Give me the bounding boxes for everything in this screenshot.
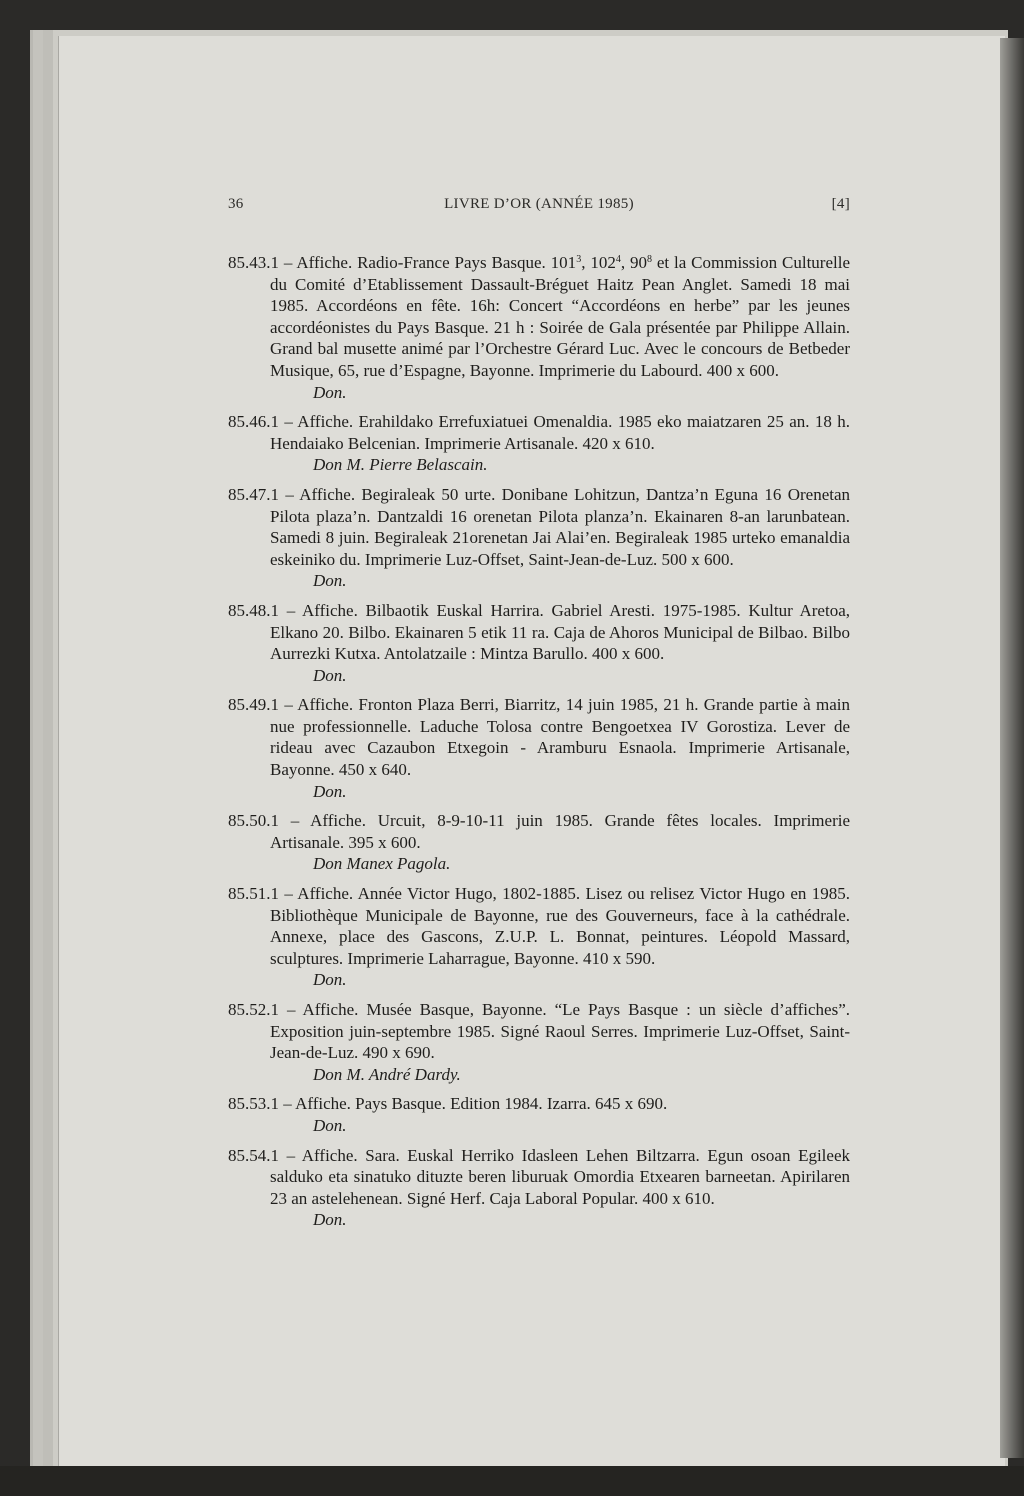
entry-text: 85.54.1 – Affiche. Sara. Euskal Herriko Idasleen Lehen Biltzarra. Egun osoan Egileek salduko eta sinatuko dituzte beren liburuak Omordia Etxearen barneetan. Apirilaren 23 an astelehenean. Signé Herf. Caja Laboral Popular. 400 x 610. <box>228 1145 850 1208</box>
page-number: 36 <box>228 196 244 212</box>
book-spine-shadow <box>1000 38 1024 1458</box>
entry-text: 85.51.1 – Affiche. Année Victor Hugo, 1802-1885. Lisez ou relisez Victor Hugo en 1985. Bibliothèque Municipale de Bayonne, rue des Gouverneurs, face à la cathédrale. Annexe, place des Gascons, Z.U.P. L. Bonnat, peintures. Léopold Massard, sculptures. Imprimerie Laharrague, Bayonne. 410 x 590. <box>228 884 850 968</box>
section-marker: [4] <box>831 196 850 212</box>
entry-id: 85.53.1 <box>228 1094 279 1114</box>
entry-text: 85.48.1 – Affiche. Bilbaotik Euskal Harrira. Gabriel Aresti. 1975-1985. Kultur Aretoa, Elkano 20. Bilbo. Ekainaren 5 etik 11 ra. Caja de Ahoros Municipal de Bilbao. Bilbo Aurrezki Kutxa. Antolatzaile : Mintza Barullo. 400 x 600. <box>228 600 850 664</box>
entry-donor: Don. <box>313 970 347 990</box>
entry-donor: Don M. Pierre Belascain. <box>313 455 488 475</box>
catalog-entry <box>228 810 850 875</box>
catalog-entry <box>228 1145 850 1231</box>
entry-id: 85.51.1 <box>228 884 279 904</box>
catalog-entry <box>228 484 850 592</box>
entry-donor: Don. <box>313 571 347 591</box>
catalog-entries <box>228 252 850 1239</box>
entry-text: 85.43.1 – Affiche. Radio-France Pays Basque. $101^3$, $102^4$, $90^8$ et la Commission Culturelle du Comité d’Etablissement Dassault-Bréguet Haitz Pean Anglet. Samedi 18 mai 1985. Accordéons en fête. 16h: Concert “Accordéons en herbe” par les jeunes accordéonistes du Pays Basque. 21 h : Soirée de Gala présentée par Philippe Allain. Grand bal musette animé par l’Orchestre Gérard Luc. Avec le concours de Betbeder Musique, 65, rue d’Espagne, Bayonne. Imprimerie du Labourd. 400 x 600. <box>228 253 851 380</box>
entry-donor: Don M. André Dardy. <box>313 1064 461 1084</box>
entry-donor: Don. <box>313 781 347 801</box>
catalog-entry <box>228 1093 850 1136</box>
entry-id: 85.43.1 <box>228 253 279 272</box>
catalog-entry <box>228 252 850 403</box>
entry-text: 85.47.1 – Affiche. Begiraleak 50 urte. Donibane Lohitzun, Dantza’n Eguna 16 Orenetan Pilota plaza’n. Dantzaldi 16 orenetan Pilota planza’n. Ekainaren 8-an larunbatean. Samedi 8 juin. Begiraleak 21orenetan Jai Alai’en. Begiraleak 1985 urteko emanaldia eskeiniko du. Imprimerie Luz-Offset, Saint-Jean-de-Luz. 500 x 600. <box>228 484 851 569</box>
entry-donor: Don. <box>313 665 347 685</box>
entry-donor: Don. <box>313 1210 347 1230</box>
entry-text: 85.50.1 – Affiche. Urcuit, 8-9-10-11 juin 1985. Grande fêtes locales. Imprimerie Artisanale. 395 x 600. <box>228 811 850 852</box>
catalog-entry <box>228 883 850 991</box>
entry-text: 85.52.1 – Affiche. Musée Basque, Bayonne. “Le Pays Basque : un siècle d’affiches”. Exposition juin-septembre 1985. Signé Raoul Serres. Imprimerie Luz-Offset, Saint-Jean-de-Luz. 490 x 690. <box>228 1000 850 1063</box>
catalog-entry <box>228 694 850 802</box>
entry-id: 85.47.1 <box>228 484 279 504</box>
entry-id: 85.50.1 <box>228 811 279 831</box>
running-header <box>228 196 850 220</box>
entry-id: 85.54.1 <box>228 1145 279 1165</box>
entry-text: 85.53.1 – Affiche. Pays Basque. Edition 1984. Izarra. 645 x 690. <box>228 1094 668 1114</box>
entry-id: 85.46.1 <box>228 412 279 432</box>
entry-id: 85.49.1 <box>228 695 279 715</box>
entry-text: 85.49.1 – Affiche. Fronton Plaza Berri, Biarritz, 14 juin 1985, 21 h. Grande partie à main nue professionnelle. Laduche Tolosa contre Bengoetxea IV Gorostiza. Lever de rideau avec Cazaubon Etxegoin - Aramburu Esnaola. Imprimerie Artisanale, Bayonne. 450 x 640. <box>228 695 851 780</box>
scan-background <box>0 1466 1024 1496</box>
catalog-entry <box>228 999 850 1085</box>
catalog-entry <box>228 600 850 686</box>
entry-donor: Don. <box>313 382 347 402</box>
entry-text: 85.46.1 – Affiche. Erahildako Errefuxiatuei Omenaldia. 1985 eko maiatzaren 25 an. 18 h. Hendaiako Belcenian. Imprimerie Artisanale. 420 x 610. <box>228 412 851 453</box>
entry-donor: Don. <box>313 1115 347 1135</box>
entry-id: 85.48.1 <box>228 600 279 620</box>
running-title: LIVRE D’OR (ANNÉE 1985) <box>444 196 634 212</box>
catalog-entry <box>228 411 850 476</box>
entry-id: 85.52.1 <box>228 1000 279 1019</box>
entry-donor: Don Manex Pagola. <box>313 854 451 874</box>
